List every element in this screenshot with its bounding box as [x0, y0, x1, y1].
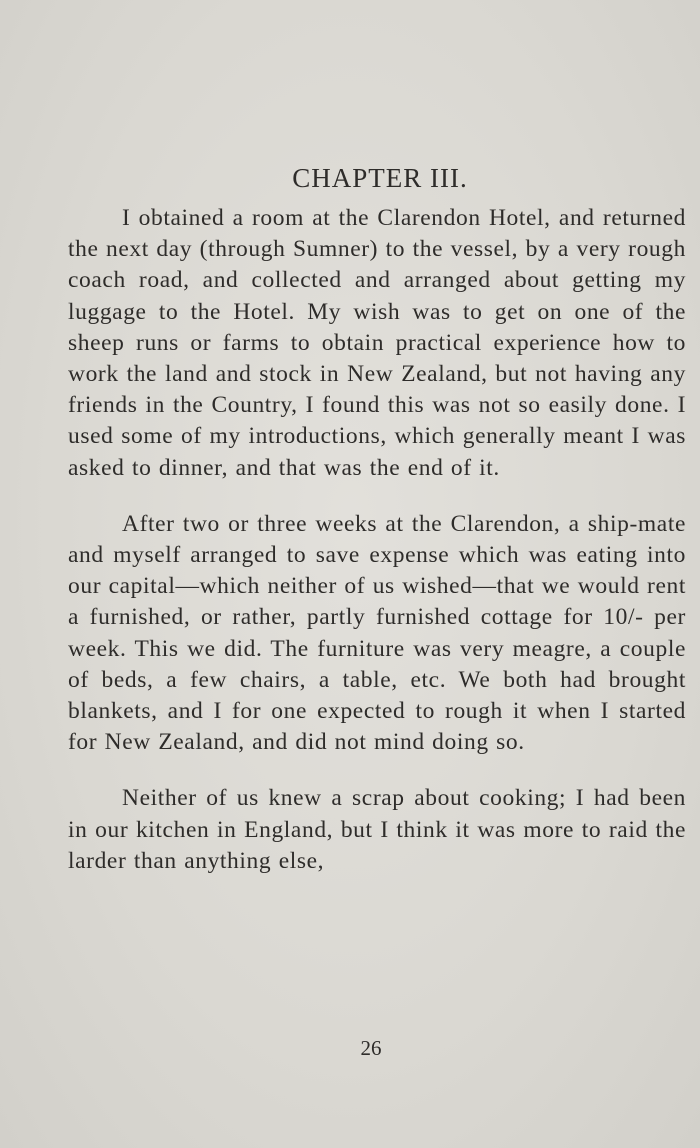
chapter-title: CHAPTER III. [292, 163, 468, 193]
paragraph-1: I obtained a room at the Clarendon Hotel, and returned the next day (through Sumner) to the vessel, by a very rough coach road, and collected and arranged about getting my luggage to the Hotel. My wish was to get on one of the sheep runs or farms to obtain practical experience how to work the land and stock in New Zealand, but not having any friends in the Country, I found this was not so easily done. I used some of my introductions, which generally meant I was asked to dinner, and that was the end of it. [68, 205, 686, 481]
paragraph-3: Neither of us knew a scrap about cooking; I had been in our kitchen in England, but I think it was more to raid the larder than anything else, [68, 785, 686, 874]
body-text [68, 203, 686, 877]
page-number: 26 [360, 1036, 382, 1060]
paragraph-2: After two or three weeks at the Clarendon, a ship-mate and myself arranged to save expense which was eating into our capital—which neither of us wished—that we would rent a furnished, or rather, partly furnished cottage for 10/- per week. This we did. The furniture was very meagre, a couple of beds, a few chairs, a table, etc. We both had brought blankets, and I for one expected to rough it when I started for New Zealand, and did not mind doing so. [68, 510, 686, 756]
